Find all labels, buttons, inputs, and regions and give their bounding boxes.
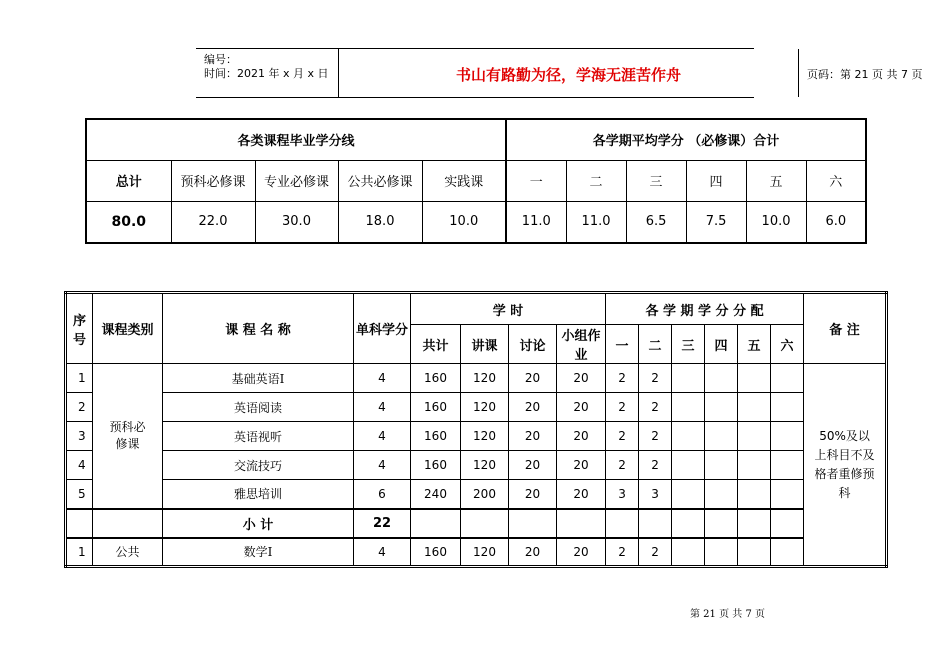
row-sem1: 2 [606, 451, 639, 480]
table-row [66, 393, 887, 422]
summary-val-sem5: 10.0 [746, 201, 806, 243]
row-credit: 4 [354, 393, 411, 422]
row-lecture: 120 [461, 451, 509, 480]
summary-col-major: 专业必修课 [255, 160, 338, 201]
summary-val-major: 30.0 [255, 201, 338, 243]
table-row [66, 451, 887, 480]
row-course-name: 雅思培训 [163, 480, 354, 509]
header-sem4: 四 [705, 325, 738, 364]
row-seq: 4 [66, 451, 93, 480]
credit-line-title: 各类课程毕业学分线 [86, 119, 506, 160]
header-sem3: 三 [672, 325, 705, 364]
summary-col-prep: 预科必修课 [171, 160, 255, 201]
prep-category-cell [93, 364, 163, 509]
row-sem4 [705, 393, 738, 422]
row-sem5 [738, 480, 771, 509]
course-table [64, 291, 888, 568]
credit-summary-table [85, 118, 867, 244]
row-sem2: 2 [639, 422, 672, 451]
table-row [66, 480, 887, 509]
row-seq: 2 [66, 393, 93, 422]
note-text: 50%及以上科目不及格者重修预科 [814, 428, 875, 500]
row-discussion: 20 [509, 480, 557, 509]
row-sem3 [672, 480, 705, 509]
row-credit: 4 [354, 364, 411, 393]
row-lecture: 120 [461, 364, 509, 393]
row-course-name: 基础英语Ⅰ [163, 364, 354, 393]
row-group: 20 [557, 364, 606, 393]
header-credit: 单科学分 [354, 293, 411, 364]
table-row [66, 422, 887, 451]
row-sem2: 2 [639, 364, 672, 393]
row-sem6 [771, 422, 804, 451]
subtotal-seq [66, 509, 93, 538]
document-time-label: 时间：2021 年 x 月 x 日 [204, 67, 329, 80]
summary-val-prep: 22.0 [171, 201, 255, 243]
row-lecture: 120 [461, 422, 509, 451]
summary-val-sem6: 6.0 [806, 201, 866, 243]
row-sem4 [705, 364, 738, 393]
row-sem1: 2 [606, 422, 639, 451]
semester-average-title: 各学期平均学分 （必修课）合计 [506, 119, 866, 160]
row-discussion: 20 [509, 393, 557, 422]
row-lecture: 120 [461, 393, 509, 422]
row-seq: 1 [66, 364, 93, 393]
row-lecture: 200 [461, 480, 509, 509]
summary-col-sem3: 三 [626, 160, 686, 201]
row-credit: 4 [354, 422, 411, 451]
row-group: 20 [557, 422, 606, 451]
row-sem5 [738, 422, 771, 451]
subtotal-empty [705, 509, 738, 538]
row-discussion: 20 [509, 422, 557, 451]
subtotal-empty [639, 509, 672, 538]
header-note: 备 注 [804, 293, 887, 364]
header-semester-distribution: 各 学 期 学 分 分 配 [606, 293, 804, 325]
prep-category-label: 预科必修课 [109, 419, 146, 451]
row-sem5 [738, 538, 771, 567]
row-total: 160 [411, 451, 461, 480]
row-total: 160 [411, 393, 461, 422]
summary-col-sem1: 一 [506, 160, 566, 201]
row-sem1: 2 [606, 364, 639, 393]
subtotal-empty [738, 509, 771, 538]
summary-val-practice: 10.0 [422, 201, 506, 243]
subtotal-empty [509, 509, 557, 538]
row-sem2: 2 [639, 451, 672, 480]
table-row [66, 538, 887, 567]
header-hours: 学 时 [411, 293, 606, 325]
header-sem6: 六 [771, 325, 804, 364]
document-number-label: 编号： [204, 53, 237, 66]
subtotal-empty [672, 509, 705, 538]
row-sem6 [771, 451, 804, 480]
row-sem4 [705, 451, 738, 480]
summary-val-sem1: 11.0 [506, 201, 566, 243]
row-sem4 [705, 538, 738, 567]
row-sem3 [672, 364, 705, 393]
header-sem2: 二 [639, 325, 672, 364]
row-sem3 [672, 393, 705, 422]
subtotal-empty [771, 509, 804, 538]
row-total: 160 [411, 538, 461, 567]
summary-val-sem4: 7.5 [686, 201, 746, 243]
row-discussion: 20 [509, 364, 557, 393]
row-sem4 [705, 422, 738, 451]
summary-col-public: 公共必修课 [338, 160, 422, 201]
row-seq: 3 [66, 422, 93, 451]
summary-val-sem3: 6.5 [626, 201, 686, 243]
row-group: 20 [557, 393, 606, 422]
subtotal-label: 小 计 [163, 509, 354, 538]
row-sem2: 3 [639, 480, 672, 509]
row-group: 20 [557, 538, 606, 567]
row-course-name: 数学Ⅰ [163, 538, 354, 567]
row-sem3 [672, 422, 705, 451]
row-total: 160 [411, 422, 461, 451]
header-hours-total: 共计 [411, 325, 461, 364]
table-row [66, 364, 887, 393]
row-sem3 [672, 538, 705, 567]
row-sem4 [705, 480, 738, 509]
summary-val-sem2: 11.0 [566, 201, 626, 243]
subtotal-row [66, 509, 887, 538]
row-discussion: 20 [509, 451, 557, 480]
row-sem3 [672, 451, 705, 480]
summary-col-sem2: 二 [566, 160, 626, 201]
row-total: 240 [411, 480, 461, 509]
row-credit: 4 [354, 538, 411, 567]
row-sem6 [771, 393, 804, 422]
subtotal-empty [411, 509, 461, 538]
row-sem2: 2 [639, 393, 672, 422]
subtotal-value: 22 [354, 509, 411, 538]
row-sem6 [771, 364, 804, 393]
header-hours-group: 小组作业 [557, 325, 606, 364]
subtotal-empty [606, 509, 639, 538]
row-seq: 5 [66, 480, 93, 509]
row-group: 20 [557, 480, 606, 509]
header-sem5: 五 [738, 325, 771, 364]
subtotal-empty [461, 509, 509, 538]
header-seq: 序号 [66, 293, 93, 364]
row-group: 20 [557, 451, 606, 480]
summary-col-sem5: 五 [746, 160, 806, 201]
row-sem6 [771, 538, 804, 567]
summary-val-total: 80.0 [86, 201, 171, 243]
row-sem1: 2 [606, 393, 639, 422]
public-category-label: 公共 [93, 538, 163, 567]
summary-col-sem6: 六 [806, 160, 866, 201]
subtotal-empty [557, 509, 606, 538]
header-page-label: 页码：第 21 页 共 7 页 [807, 68, 923, 81]
row-credit: 6 [354, 480, 411, 509]
header-category: 课程类别 [93, 293, 163, 364]
row-sem5 [738, 451, 771, 480]
summary-col-total: 总计 [86, 160, 171, 201]
row-course-name: 英语阅读 [163, 393, 354, 422]
row-credit: 4 [354, 451, 411, 480]
row-discussion: 20 [509, 538, 557, 567]
header-motto-cell [338, 49, 799, 97]
row-course-name: 交流技巧 [163, 451, 354, 480]
row-sem2: 2 [639, 538, 672, 567]
subtotal-category [93, 509, 163, 538]
header-course-name: 课 程 名 称 [163, 293, 354, 364]
note-cell [804, 364, 887, 567]
header-hours-discussion: 讨论 [509, 325, 557, 364]
row-lecture: 120 [461, 538, 509, 567]
row-sem1: 2 [606, 538, 639, 567]
header-hours-lecture: 讲课 [461, 325, 509, 364]
header-motto: 书山有路勤为径，学海无涯苦作舟 [455, 66, 681, 84]
header-info-cell [196, 49, 338, 97]
row-sem1: 3 [606, 480, 639, 509]
row-course-name: 英语视听 [163, 422, 354, 451]
summary-val-public: 18.0 [338, 201, 422, 243]
document-header [196, 48, 923, 98]
row-total: 160 [411, 364, 461, 393]
row-sem5 [738, 364, 771, 393]
page-footer: 第 21 页 共 7 页 [690, 609, 765, 620]
header-sem1: 一 [606, 325, 639, 364]
summary-col-sem4: 四 [686, 160, 746, 201]
header-page-cell [799, 49, 950, 97]
row-seq: 1 [66, 538, 93, 567]
row-sem5 [738, 393, 771, 422]
row-sem6 [771, 480, 804, 509]
summary-col-practice: 实践课 [422, 160, 506, 201]
